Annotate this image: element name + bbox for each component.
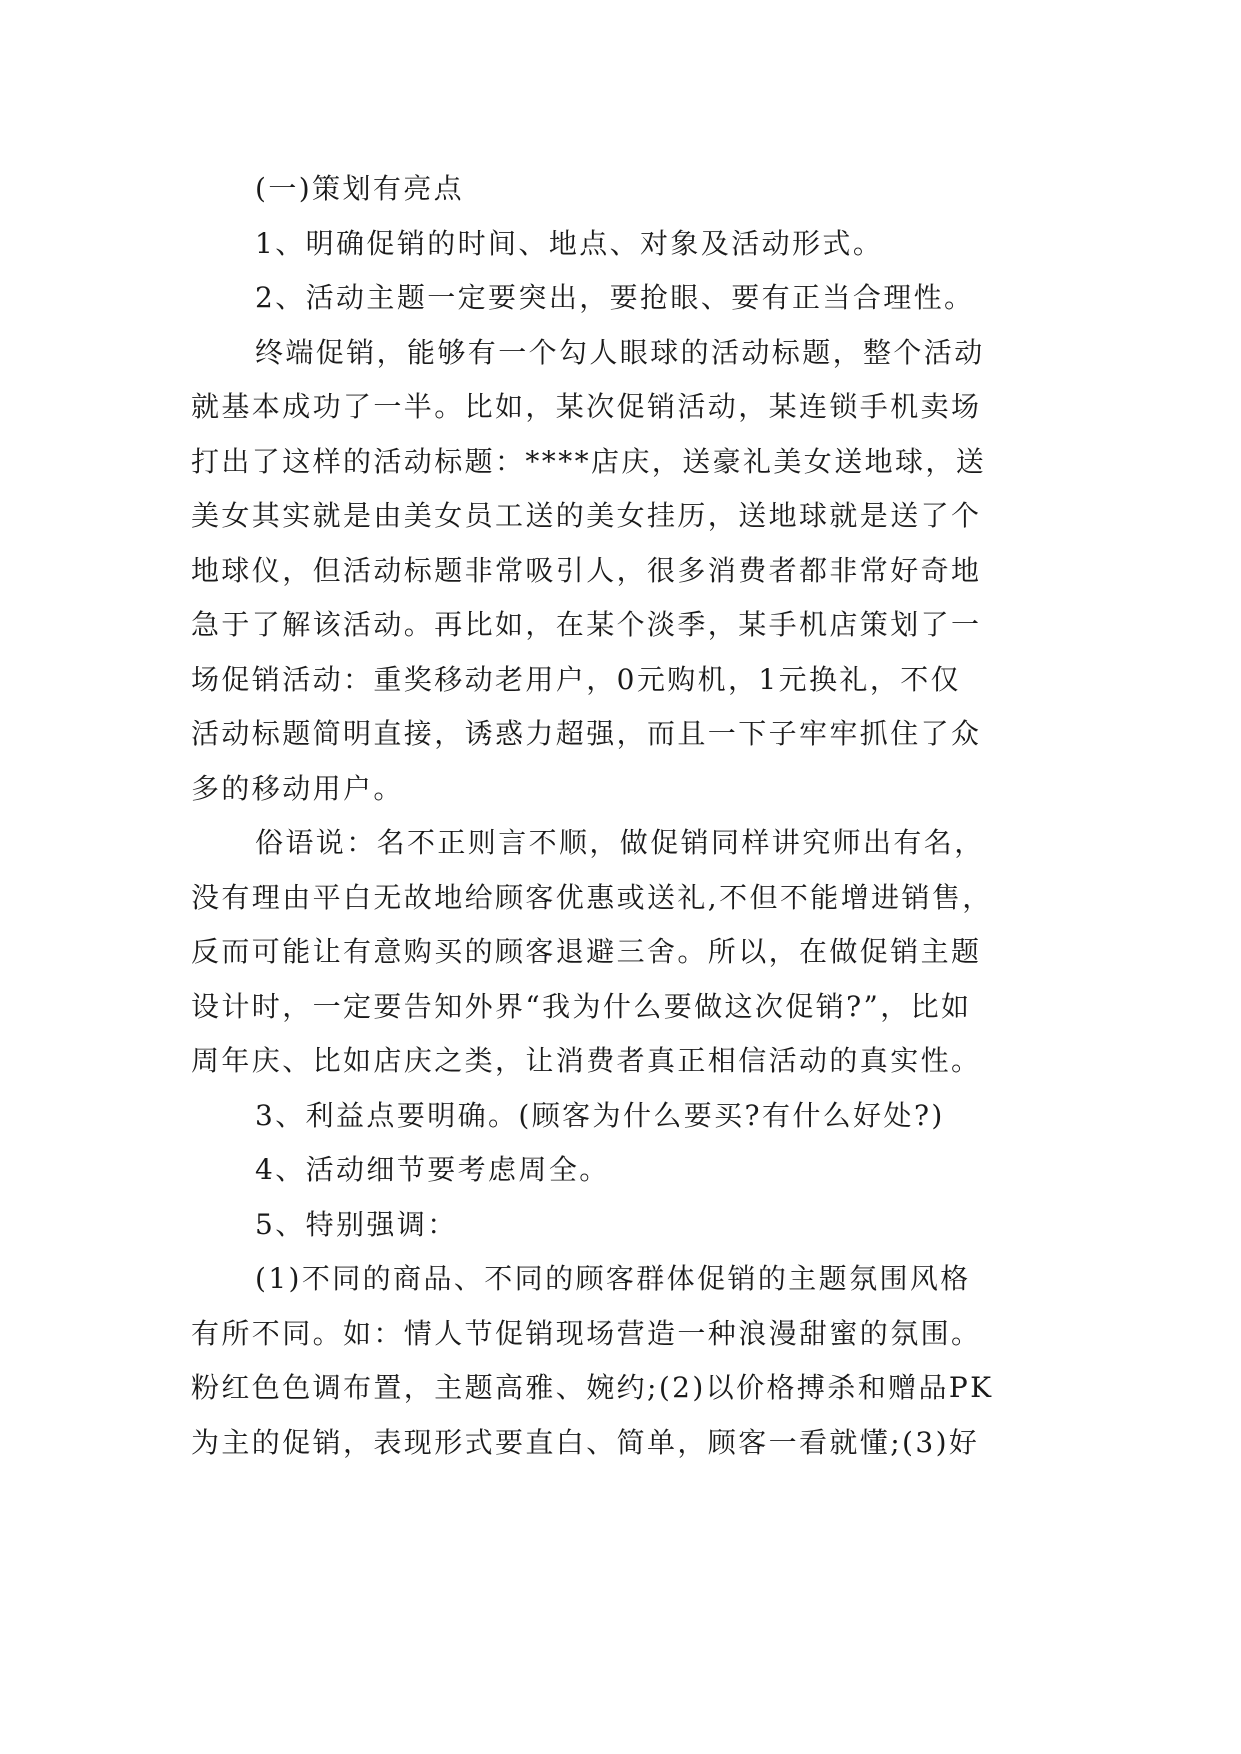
paragraph-line: 急于了解该活动。再比如，在某个淡季，某手机店策划了一	[191, 608, 982, 641]
list-item-1: 1、明确促销的时间、地点、对象及活动形式。	[255, 226, 884, 260]
paragraph-line: 场促销活动：重奖移动老用户，0元购机，1元换礼，不仅	[191, 662, 962, 696]
paragraph-line: 有所不同。如：情人节促销现场营造一种浪漫甜蜜的氛围。	[191, 1316, 982, 1350]
paragraph-line: 粉红色色调布置，主题高雅、婉约;(2)以价格搏杀和赠品PK	[191, 1371, 994, 1404]
paragraph-line: 活动标题简明直接，诱惑力超强，而且一下子牢牢抓住了众	[191, 717, 982, 750]
paragraph-line: 终端促销，能够有一个勾人眼球的活动标题，整个活动	[255, 335, 985, 369]
paragraph-line: 设计时，一定要告知外界“我为什么要做这次促销?”，比如	[191, 989, 972, 1023]
paragraph-line: 多的移动用户。	[191, 771, 404, 805]
paragraph-line: 美女其实就是由美女员工送的美女挂历，送地球就是送了个	[191, 499, 982, 532]
list-item-3: 3、利益点要明确。(顾客为什么要买?有什么好处?)	[255, 1098, 945, 1132]
paragraph-line: 没有理由平白无故地给顾客优惠或送礼,不但不能增进销售，	[191, 880, 993, 914]
list-item-2: 2、活动主题一定要突出，要抢眼、要有正当合理性。	[255, 281, 975, 314]
paragraph-line: 为主的促销，表现形式要直白、简单，顾客一看就懂;(3)好	[191, 1425, 980, 1459]
paragraph-line: 地球仪，但活动标题非常吸引人，很多消费者都非常好奇地	[191, 553, 982, 587]
list-item-5: 5、特别强调：	[255, 1207, 458, 1241]
paragraph-line: 周年庆、比如店庆之类，让消费者真正相信活动的真实性。	[191, 1044, 982, 1077]
paragraph-line: (1)不同的商品、不同的顾客群体促销的主题氛围风格	[255, 1262, 971, 1295]
paragraph-line: 反而可能让有意购买的顾客退避三舍。所以，在做促销主题	[191, 935, 982, 968]
paragraph-line: 俗语说：名不正则言不顺，做促销同样讲究师出有名，	[255, 826, 985, 859]
paragraph-line: 打出了这样的活动标题：****店庆，送豪礼美女送地球，送	[191, 444, 987, 478]
section-heading: (一)策划有亮点	[255, 172, 465, 205]
list-item-4: 4、活动细节要考虑周全。	[255, 1153, 610, 1186]
document-body	[191, 162, 1053, 1470]
paragraph-line: 就基本成功了一半。比如，某次促销活动，某连锁手机卖场	[191, 390, 982, 423]
